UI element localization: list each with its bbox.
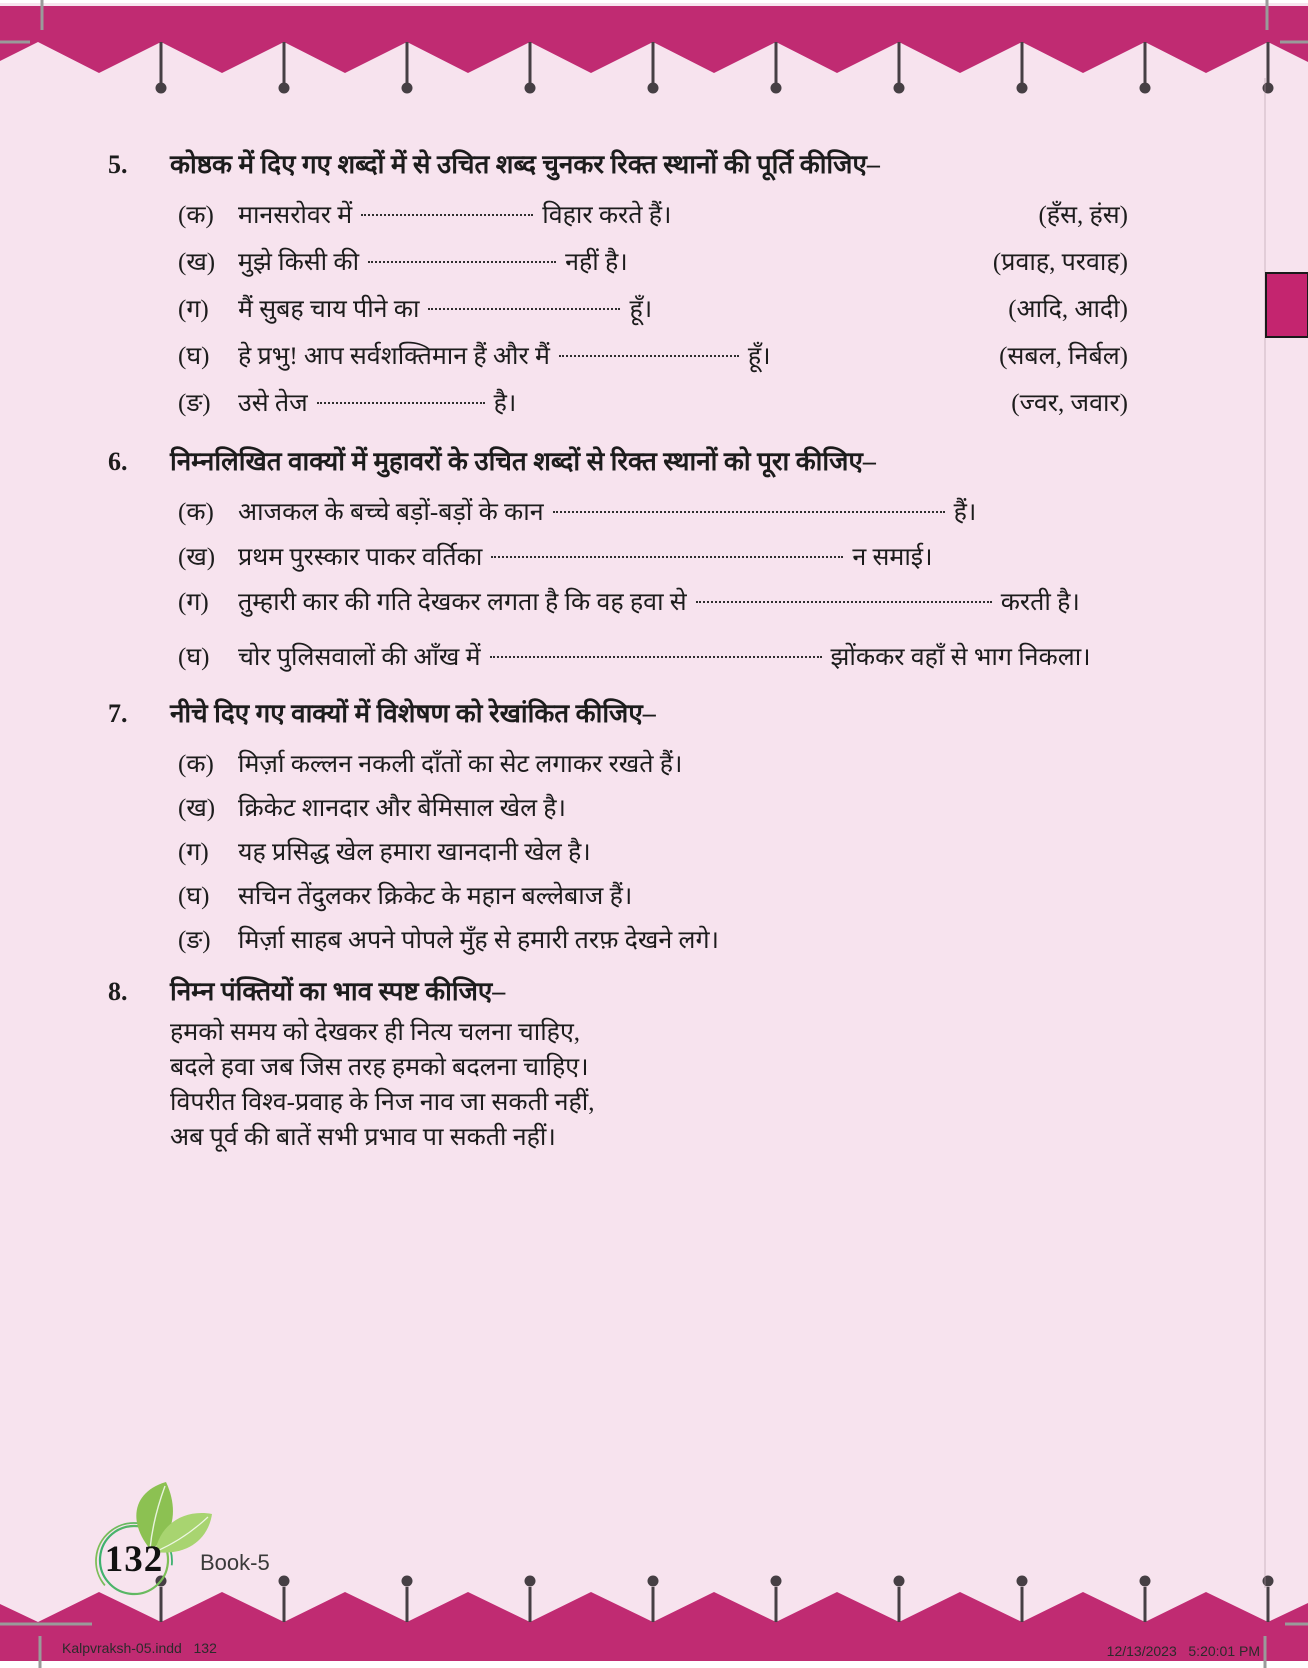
word-options: (प्रवाह, परवाह) (992, 249, 1128, 276)
fill-in-blank (317, 396, 485, 404)
poem-line: हमको समय को देखकर ही नित्य चलना चाहिए, (170, 1019, 581, 1046)
print-file-name: Kalpvraksh-05.indd 132 (62, 1640, 217, 1656)
question-5-heading (108, 145, 1128, 197)
book-label: Book-5 (200, 1550, 270, 1575)
question-heading-text: निम्न पंक्तियों का भाव स्पष्ट कीजिए– (170, 977, 506, 1006)
question-number: 6. (108, 447, 128, 476)
poem-line: अब पूर्व की बातें सभी प्रभाव पा सकती नहीं। (170, 1124, 556, 1151)
fill-in-blank (368, 255, 556, 263)
exercise-item: (घ) सचिन तेंदुलकर क्रिकेट के महान बल्लेबाज हैं। (178, 883, 633, 910)
question-heading-text: निम्नलिखित वाक्यों में मुहावरों के उचित शब्दों से रिक्त स्थानों को पूरा कीजिए– (170, 447, 876, 476)
exercise-item: (घ) चोर पुलिसवालों की आँख में झोंककर वहाँ से भाग निकला। (178, 644, 1091, 671)
page-number-badge: 132 (104, 1539, 164, 1580)
exercise-item: (ग) मैं सुबह चाय पीने का हूँ। (आदि, आदी) (108, 291, 1128, 338)
poem-line: विपरीत विश्व-प्रवाह के निज नाव जा सकती नहीं, (170, 1089, 595, 1116)
fill-in-blank (361, 208, 533, 216)
fill-in-blank (428, 302, 620, 310)
word-options: (आदि, आदी) (1008, 296, 1128, 323)
word-options: (सबल, निर्बल) (999, 343, 1128, 370)
fill-in-blank (559, 349, 739, 357)
exercise-item: (ख) क्रिकेट शानदार और बेमिसाल खेल है। (178, 795, 567, 822)
question-6-heading (108, 442, 1128, 494)
exercise-item: (घ) हे प्रभु! आप सर्वशक्तिमान हैं और मैं हूँ। (सबल, निर्बल) (108, 338, 1128, 385)
exercise-item: (ग) यह प्रसिद्ध खेल हमारा खानदानी खेल है। (178, 839, 591, 866)
fill-in-blank (696, 595, 992, 603)
question-7-heading (108, 694, 1128, 746)
fill-in-blank (490, 650, 822, 658)
exercise-item: (क) मानसरोवर में विहार करते हैं। (हँस, हंस) (108, 197, 1128, 244)
exercise-item: (क) मिर्ज़ा कल्लन नकली दाँतों का सेट लगाकर रखते हैं। (178, 751, 683, 778)
exercise-item: (ङ) मिर्ज़ा साहब अपने पोपले मुँह से हमारी तरफ़ देखने लगे। (178, 927, 720, 954)
question-8-heading (108, 972, 1128, 1014)
question-number: 7. (108, 699, 128, 728)
fill-in-blank (553, 505, 945, 513)
question-heading-text: कोष्ठक में दिए गए शब्दों में से उचित शब्द चुनकर रिक्त स्थानों की पूर्ति कीजिए– (170, 150, 880, 179)
poem-line: बदले हवा जब जिस तरह हमको बदलना चाहिए। (170, 1054, 589, 1081)
word-options: (हँस, हंस) (1038, 202, 1128, 229)
question-heading-text: नीचे दिए गए वाक्यों में विशेषण को रेखांकित कीजिए– (170, 699, 656, 728)
fill-in-blank (491, 550, 843, 558)
print-timestamp: 12/13/2023 5:20:01 PM (1106, 1643, 1260, 1659)
exercise-item: (ख) प्रथम पुरस्कार पाकर वर्तिका न समाई। (178, 544, 933, 571)
exercise-content (0, 145, 1308, 1154)
exercise-item: (ङ) उसे तेज है। (ज्वर, जवार) (108, 385, 1128, 432)
exercise-item: (ग) तुम्हारी कार की गति देखकर लगता है कि वह हवा से करती है। (178, 589, 1080, 616)
word-options: (ज्वर, जवार) (1011, 390, 1128, 417)
question-number: 5. (108, 150, 128, 179)
question-number: 8. (108, 977, 128, 1006)
exercise-item: (ख) मुझे किसी की नहीं है। (प्रवाह, परवाह) (108, 244, 1128, 291)
exercise-item: (क) आजकल के बच्चे बड़ों-बड़ों के कान हैं। (178, 499, 977, 526)
